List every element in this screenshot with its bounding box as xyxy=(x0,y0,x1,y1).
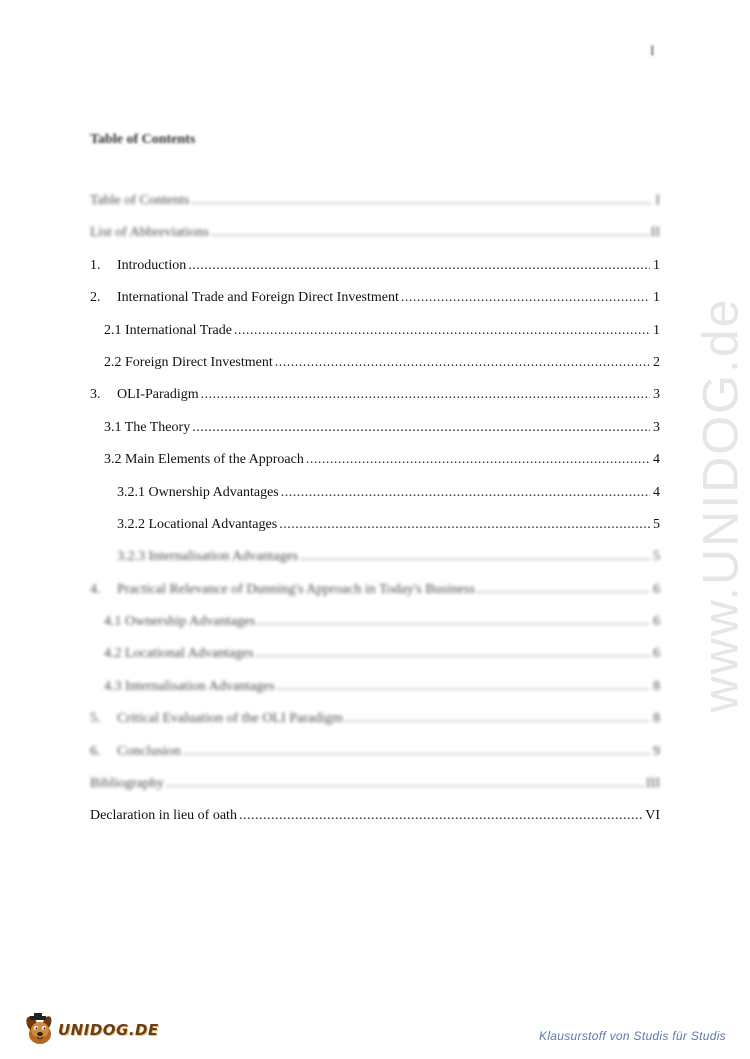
toc-entry-title: 3.2.1 Ownership Advantages xyxy=(117,484,279,500)
dog-mascot-icon xyxy=(22,1012,56,1048)
toc-entry-title: Introduction xyxy=(117,257,187,273)
toc-entry-page: 6 xyxy=(653,581,660,597)
toc-entry-page: 1 xyxy=(653,290,660,306)
toc-entry xyxy=(90,483,660,515)
toc-entry-title: Conclusion xyxy=(117,743,181,759)
toc-entry-page: 2 xyxy=(653,354,660,370)
toc-entry-page: II xyxy=(650,225,660,241)
toc-entry xyxy=(90,742,660,774)
toc-leader-dots xyxy=(345,709,650,729)
toc-entry-page: 6 xyxy=(653,614,660,630)
toc-entry xyxy=(90,256,660,288)
footer-logo[interactable] xyxy=(22,1012,159,1048)
toc-entry xyxy=(90,288,660,320)
toc-leader-dots xyxy=(306,450,650,470)
toc-entry xyxy=(90,547,660,579)
toc-entry xyxy=(90,418,660,450)
toc-leader-dots xyxy=(477,580,650,600)
toc-entry xyxy=(90,223,660,255)
toc-heading: Table of Contents xyxy=(90,132,196,147)
toc-entry xyxy=(90,774,660,806)
toc-entry-title: Table of Contents xyxy=(90,193,190,208)
toc-leader-dots xyxy=(277,677,650,697)
toc-entry-title: OLI-Paradigm xyxy=(117,387,199,403)
toc-leader-dots xyxy=(211,223,649,243)
toc-entry xyxy=(90,644,660,676)
toc-entry-title: Declaration in lieu of oath xyxy=(90,808,237,824)
toc-entry xyxy=(90,709,660,741)
toc-leader-dots xyxy=(239,806,643,826)
toc-entry-page: 3 xyxy=(653,387,660,403)
toc-leader-dots xyxy=(401,288,650,308)
toc-entry xyxy=(90,515,660,547)
watermark xyxy=(660,270,750,740)
toc-entry-page: 8 xyxy=(653,678,660,694)
toc-leader-dots xyxy=(192,418,650,438)
toc-entry xyxy=(90,677,660,709)
toc-entry-page: 1 xyxy=(653,322,660,338)
toc-entry-page: 5 xyxy=(653,516,660,532)
toc-entry-title: 4.1 Ownership Advantages xyxy=(104,614,256,630)
toc-entry-number: 3. xyxy=(90,387,101,403)
table-of-contents xyxy=(90,191,660,839)
toc-entry-title: Bibliography xyxy=(90,776,164,792)
toc-entry xyxy=(90,806,660,838)
toc-entry-page: III xyxy=(646,776,660,792)
page-number: I xyxy=(650,44,655,59)
toc-entry xyxy=(90,353,660,385)
toc-leader-dots xyxy=(234,321,650,341)
toc-leader-dots xyxy=(281,483,650,503)
toc-leader-dots xyxy=(257,612,650,632)
toc-entry-page: 8 xyxy=(653,711,660,727)
toc-entry-page: 5 xyxy=(653,549,660,565)
toc-entry-title: Critical Evaluation of the OLI Paradigm xyxy=(117,711,343,727)
toc-entry-page: I xyxy=(655,193,660,208)
toc-entry-page: 6 xyxy=(653,646,660,662)
toc-entry xyxy=(90,321,660,353)
toc-entry xyxy=(90,385,660,417)
footer-slogan: Klausurstoff von Studis für Studis xyxy=(539,1029,726,1043)
toc-leader-dots xyxy=(201,385,650,405)
toc-entry-number: 1. xyxy=(90,257,101,273)
toc-entry-title: 2.1 International Trade xyxy=(104,322,232,338)
toc-entry-page: 9 xyxy=(653,743,660,759)
logo-text: UNIDOG.DE xyxy=(58,1021,159,1039)
toc-entry-title: 2.2 Foreign Direct Investment xyxy=(104,354,273,370)
toc-entry-title: 3.2 Main Elements of the Approach xyxy=(104,452,304,468)
toc-entry-page: 4 xyxy=(653,452,660,468)
toc-leader-dots xyxy=(166,774,644,794)
toc-entry-page: 4 xyxy=(653,484,660,500)
toc-entry-page: 1 xyxy=(653,257,660,273)
toc-entry-title: International Trade and Foreign Direct Investment xyxy=(117,290,399,306)
toc-entry-title: 4.3 Internalisation Advantages xyxy=(104,678,275,694)
toc-leader-dots xyxy=(191,191,650,211)
toc-entry-number: 6. xyxy=(90,743,101,759)
toc-leader-dots xyxy=(256,644,650,664)
toc-leader-dots xyxy=(183,742,650,762)
toc-entry xyxy=(90,580,660,612)
toc-entry-number: 2. xyxy=(90,290,101,306)
toc-entry-title: 3.2.2 Locational Advantages xyxy=(117,516,278,532)
toc-entry xyxy=(90,450,660,482)
toc-entry-title: 3.1 The Theory xyxy=(104,419,191,435)
toc-entry-title: Practical Relevance of Dunning's Approach in Today's Business xyxy=(117,581,476,597)
watermark-text: www.UNIDOG.de xyxy=(692,297,748,713)
toc-entry xyxy=(90,191,660,223)
toc-entry-number: 4. xyxy=(90,581,101,597)
toc-leader-dots xyxy=(275,353,650,373)
toc-entry-title: List of Abbreviations xyxy=(90,225,209,241)
toc-leader-dots xyxy=(279,515,650,535)
toc-entry-number: 5. xyxy=(90,711,101,727)
toc-leader-dots xyxy=(300,547,650,567)
toc-entry xyxy=(90,612,660,644)
toc-entry-page: 3 xyxy=(653,419,660,435)
toc-entry-page: VI xyxy=(645,808,660,824)
toc-leader-dots xyxy=(188,256,650,276)
toc-entry-title: 3.2.3 Internalisation Advantages xyxy=(117,549,299,565)
toc-entry-title: 4.2 Locational Advantages xyxy=(104,646,254,662)
